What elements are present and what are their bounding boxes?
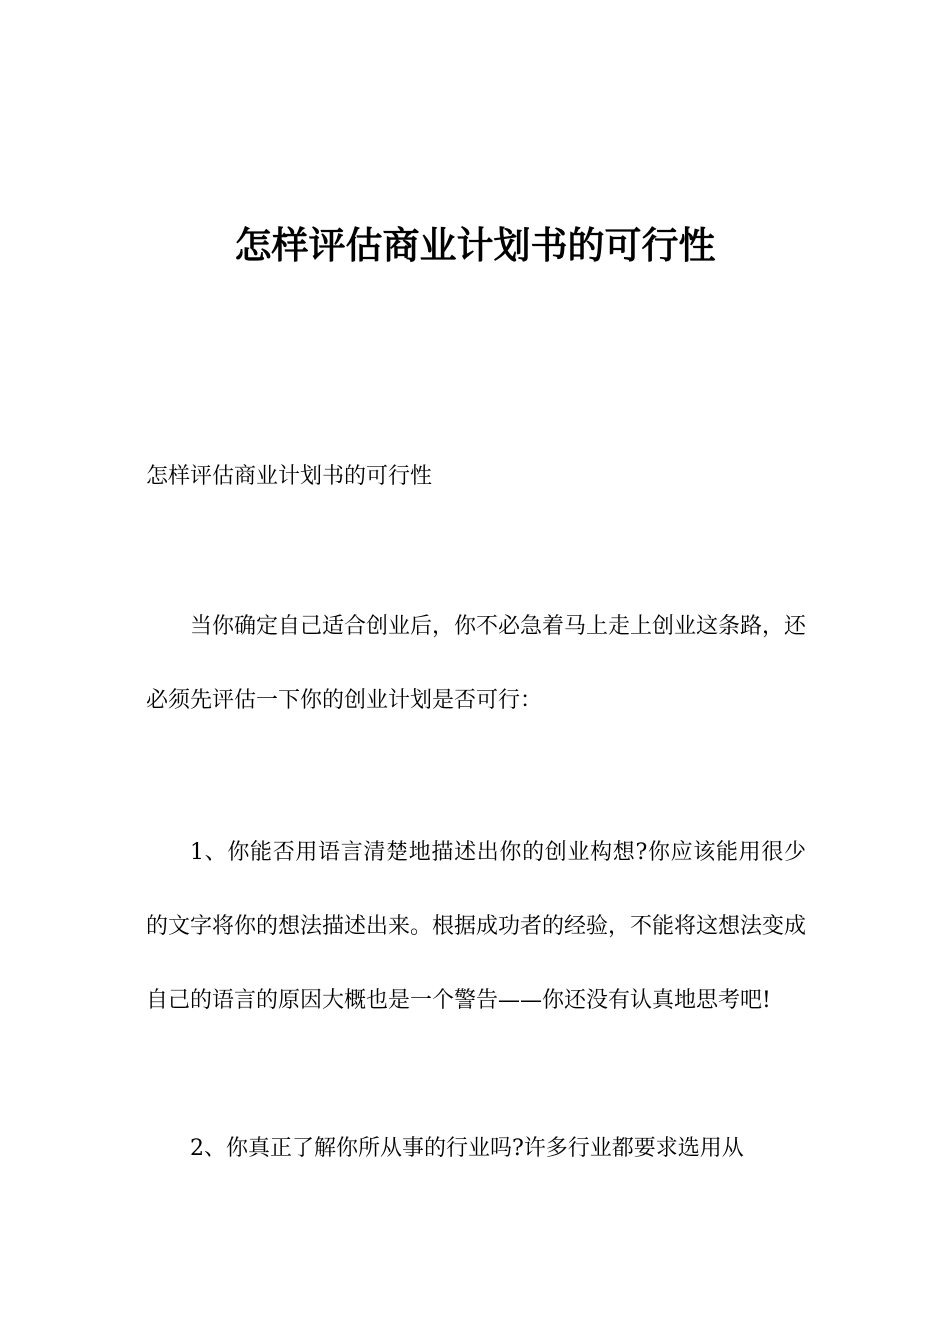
paragraph-point-1: 1、你能否用语言清楚地描述出你的创业构想?你应该能用很少的文字将你的想法描述出来。根据成功者的经验，不能将这想法变成自己的语言的原因大概也是一个警告——你还没有认真地思考吧! [146, 840, 807, 1013]
document-title: 怎样评估商业计划书的可行性 [234, 224, 716, 267]
paragraph-point-2: 2、你真正了解你所从事的行业吗?许多行业都要求选用从 [190, 1136, 744, 1161]
paragraph-intro: 当你确定自己适合创业后，你不必急着马上走上创业这条路，还必须先评估一下你的创业计划是否可行： [146, 614, 807, 713]
document-subtitle: 怎样评估商业计划书的可行性 [146, 464, 433, 489]
